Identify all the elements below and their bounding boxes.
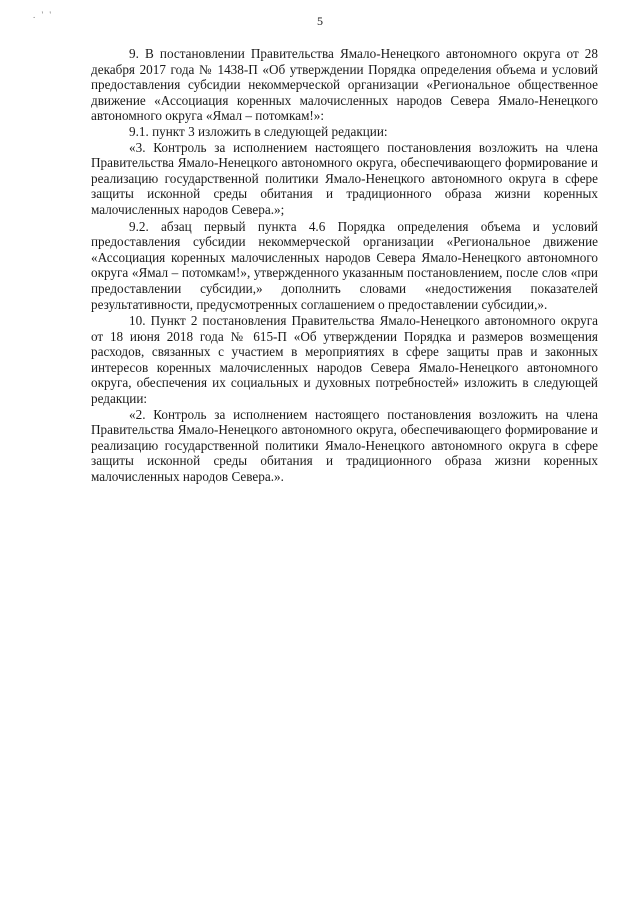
paragraph-item-9-1: 9.1. пункт 3 изложить в следующей редакции: <box>129 123 388 139</box>
scan-artifact: . ' ' <box>33 10 53 20</box>
paragraph-item-9-2: 9.2. абзац первый пункта 4.6 Порядка определения объема и условий предоставления субсидии некоммерческой организации «Региональное движение «Ассоциация коренных малочисленных народов Севера Ямало-Ненецкого автономного округа «Ямал – потомкам!», утвержденного указанным постановлением, после слов «при предоставлении субсидии,» дополнить словами «недостижения показателей результативности, предусмотренных соглашением о предоставлении субсидии,». <box>91 218 598 312</box>
paragraph-item-10: 10. Пункт 2 постановления Правительства Ямало-Ненецкого автономного округа от 18 июня 2018 года № 615-П «Об утверждении Порядка и размеров возмещения расходов, связанных с участием в мероприятиях в сфере защиты прав и законных интересов коренных малочисленных народов Севера Ямало-Ненецкого автономного округа, обеспечения их социальных и духовных потребностей» изложить в следующей редакции: <box>91 313 598 407</box>
paragraph-quote-2: «2. Контроль за исполнением настоящего постановления возложить на члена Правительства Ямало-Ненецкого автономного округа, обеспечивающего формирование и реализацию государственной политики Ямало-Ненецкого автономного округа в сфере защиты исконной среды обитания и традиционного образа жизни коренных малочисленных народов Севера.». <box>91 406 598 485</box>
paragraph-item-9: 9. В постановлении Правительства Ямало-Ненецкого автономного округа от 28 декабря 2017 года № 1438-П «Об утверждении Порядка определения объема и условий предоставления субсидии некоммерческой организации «Региональное общественное движение «Ассоциация коренных малочисленных народов Севера Ямало-Ненецкого автономного округа «Ямал – потомкам!»: <box>91 46 598 124</box>
document-body <box>91 46 598 485</box>
paragraph-quote-3: «3. Контроль за исполнением настоящего постановления возложить на члена Правительства Ямало-Ненецкого автономного округа, обеспечивающего формирование и реализацию государственной политики Ямало-Ненецкого автономного округа в сфере защиты исконной среды обитания и традиционного образа жизни коренных малочисленных народов Севера.»; <box>91 139 598 217</box>
page-number: 5 <box>317 14 323 28</box>
